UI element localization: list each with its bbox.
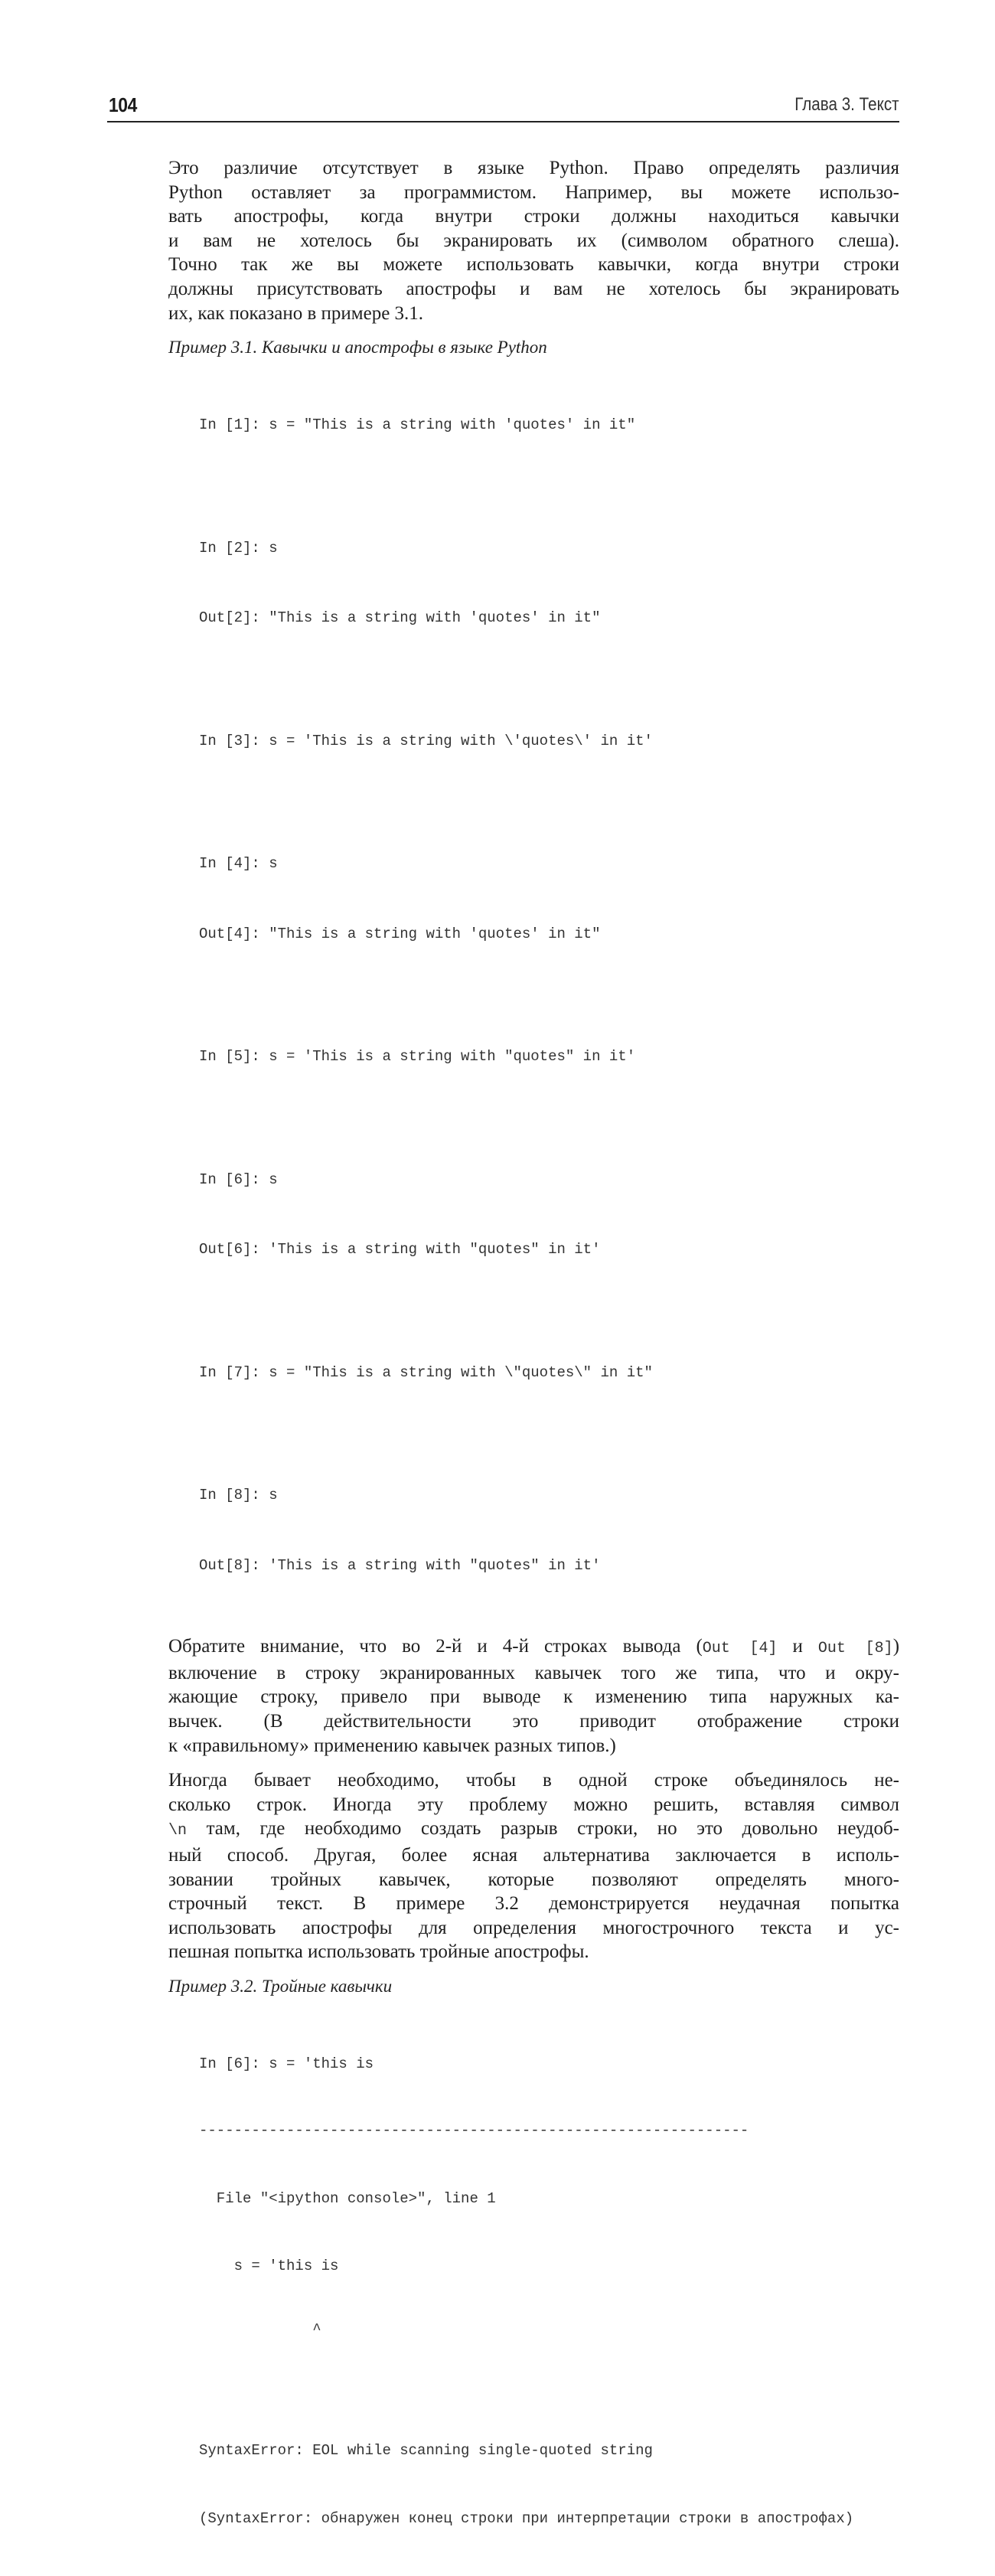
- text-line: Python оставляет за программистом. Например, вы можете использо-: [168, 181, 899, 203]
- example-3-1-caption: Пример 3.1. Кавычки и апострофы в языке Python: [168, 338, 547, 358]
- example-3-2-caption: Пример 3.2. Тройные кавычки: [168, 1976, 393, 1996]
- text-fragment: там, где необходимо создать разрыв строки, но это довольно неудоб-: [187, 1818, 899, 1840]
- running-head: Глава 3. Текст: [794, 94, 899, 115]
- paragraph-multiline: [168, 1768, 899, 1964]
- traceback-line: File "<ipython console>", line 1: [199, 2190, 496, 2208]
- text-line: должны присутствовать апострофы и вам не хотелось бы экранировать: [168, 278, 899, 299]
- paragraph-quotes-difference: [168, 156, 899, 325]
- code-line: In [6]: s: [199, 1170, 278, 1188]
- code-line: Out[6]: 'This is a string with "quotes" in it': [199, 1241, 601, 1259]
- text-line: вычек. (В действительности это приводит отображение строки: [168, 1710, 899, 1732]
- text-line: использовать апострофы для определения многострочного текста и ус-: [168, 1917, 899, 1938]
- inline-code: \n: [168, 1822, 188, 1840]
- text-line: жающие строку, привело при выводе к изменению типа наружных ка-: [168, 1686, 899, 1708]
- inline-code: Out [4]: [702, 1640, 778, 1658]
- code-line: In [8]: s: [199, 1487, 278, 1504]
- text-line: зовании тройных кавычек, которые позволяют определять много-: [168, 1869, 899, 1890]
- text-line: и вам не хотелось бы экранировать их (символом обратного слеша).: [168, 230, 899, 251]
- traceback-line: s = 'this is: [199, 2258, 339, 2275]
- traceback-caret: ^: [199, 2321, 321, 2339]
- text-line: сколько строк. Иногда эту проблему можно решить, вставляя символ: [168, 1794, 899, 1815]
- text-line: строчный текст. В примере 3.2 демонстрируется неудачная попытка: [168, 1893, 899, 1915]
- page-header: [107, 90, 899, 122]
- text-line: к «правильному» применению кавычек разных типов.): [168, 1735, 616, 1756]
- error-line: (SyntaxError: обнаружен конец строки при интерпретации строки в апострофах): [199, 2510, 854, 2528]
- text-fragment: и: [777, 1636, 818, 1657]
- code-line: In [7]: s = "This is a string with \"quotes\" in it": [199, 1363, 653, 1381]
- text-fragment: ): [892, 1636, 900, 1657]
- text-line: ный способ. Другая, более ясная альтернатива заключается в исполь-: [168, 1844, 899, 1866]
- example-3-2-code: [199, 2006, 899, 2576]
- error-line: SyntaxError: EOL while scanning single-quoted string: [199, 2442, 653, 2460]
- text-line: Иногда бывает необходимо, чтобы в одной строке объединялось не-: [168, 1770, 899, 1791]
- text-line: пешная попытка использовать тройные апострофы.: [168, 1941, 589, 1963]
- page-number: 104: [109, 93, 137, 116]
- code-line: In [5]: s = 'This is a string with "quotes" in it': [199, 1048, 636, 1066]
- example-3-1-code: [199, 367, 899, 1624]
- paragraph-output-note: [168, 1634, 899, 1758]
- text-line: [168, 1817, 899, 1843]
- traceback-separator: ---------------------------------------------------------------: [199, 2122, 749, 2140]
- code-line: In [2]: s: [199, 539, 278, 557]
- code-line: In [1]: s = "This is a string with 'quotes' in it": [199, 416, 636, 434]
- code-line: In [4]: s: [199, 855, 278, 873]
- text-line: [168, 1634, 899, 1661]
- code-line: Out[8]: 'This is a string with "quotes" in it': [199, 1556, 601, 1574]
- page-content: [168, 156, 899, 2576]
- code-line: Out[2]: "This is a string with 'quotes' in it": [199, 609, 601, 627]
- code-line: In [3]: s = 'This is a string with \'quotes\' in it': [199, 732, 653, 749]
- text-fragment: Обратите внимание, что во 2-й и 4-й строках вывода (: [168, 1636, 703, 1657]
- text-line: Точно так же вы можете использовать кавычки, когда внутри строки: [168, 254, 899, 276]
- text-line: включение в строку экранированных кавычек того же типа, что и окру-: [168, 1662, 899, 1683]
- text-line: их, как показано в примере 3.1.: [168, 302, 424, 324]
- text-line: вать апострофы, когда внутри строки должны находиться кавычки: [168, 206, 899, 227]
- inline-code: Out [8]: [817, 1640, 893, 1658]
- text-line: Это различие отсутствует в языке Python. Право определять различия: [168, 158, 899, 178]
- code-line: Out[4]: "This is a string with 'quotes' in it": [199, 925, 601, 942]
- code-line: In [6]: s = 'this is: [199, 2055, 374, 2072]
